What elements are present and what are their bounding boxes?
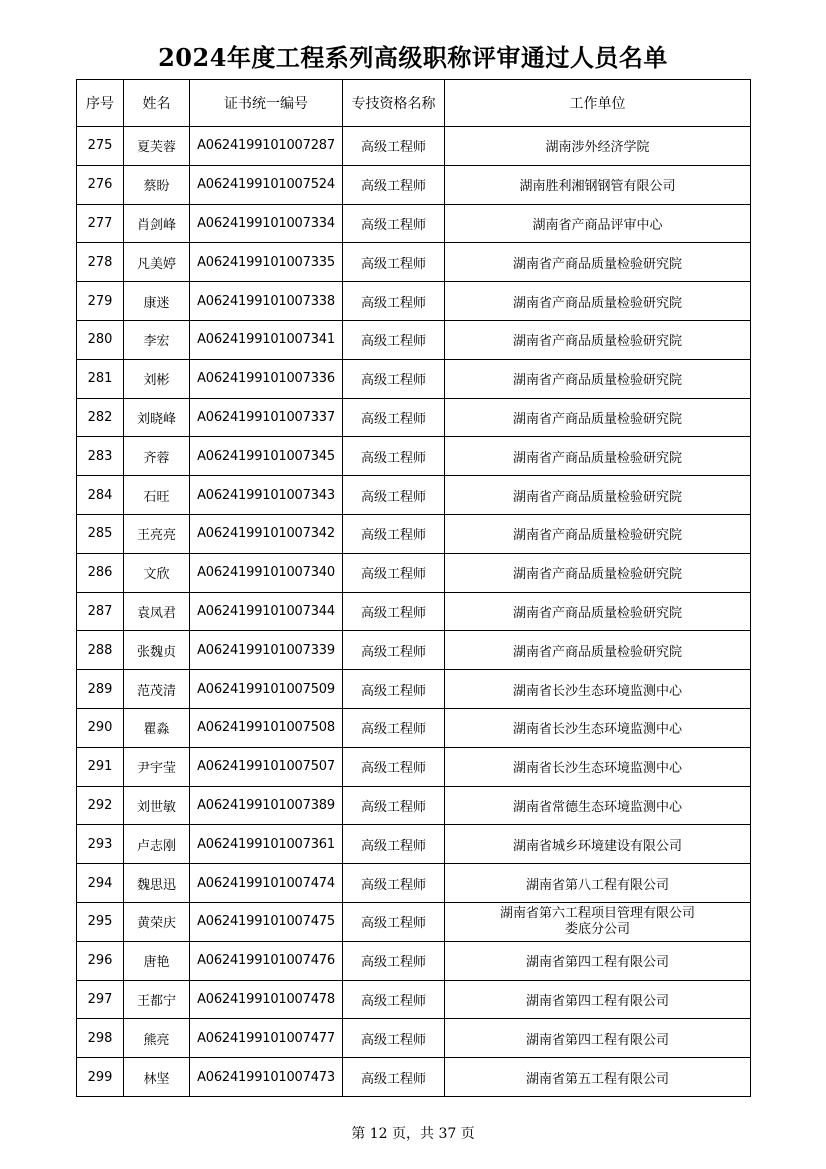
work-unit: 湖南省产商品质量检验研究院 [445, 282, 751, 321]
table-row [77, 437, 751, 476]
row-index: 284 [77, 476, 124, 515]
table-row [77, 902, 751, 941]
person-name: 魏思迅 [124, 864, 190, 903]
work-unit: 湖南省长沙生态环境监测中心 [445, 708, 751, 747]
work-unit: 湖南省第六工程项目管理有限公司 娄底分公司 [445, 902, 751, 941]
table-row [77, 243, 751, 282]
person-name: 康迷 [124, 282, 190, 321]
table-row [77, 553, 751, 592]
qualification: 高级工程师 [343, 864, 445, 903]
person-name: 文欣 [124, 553, 190, 592]
table-row [77, 747, 751, 786]
table-body [77, 127, 751, 1097]
person-name: 齐蓉 [124, 437, 190, 476]
table-row [77, 592, 751, 631]
row-index: 285 [77, 514, 124, 553]
work-unit: 湖南省第八工程有限公司 [445, 864, 751, 903]
qualification: 高级工程师 [343, 825, 445, 864]
qualification: 高级工程师 [343, 631, 445, 670]
certificate-code: A0624199101007337 [190, 398, 343, 437]
table-row [77, 825, 751, 864]
page-title: 2024年度工程系列高级职称评审通过人员名单 [158, 43, 668, 72]
certificate-code: A0624199101007342 [190, 514, 343, 553]
table-row [77, 786, 751, 825]
work-unit: 湖南省产商品质量检验研究院 [445, 631, 751, 670]
certificate-code: A0624199101007474 [190, 864, 343, 903]
certificate-code: A0624199101007476 [190, 941, 343, 980]
qualification: 高级工程师 [343, 1058, 445, 1097]
person-name: 肖剑峰 [124, 204, 190, 243]
table-row [77, 282, 751, 321]
row-index: 283 [77, 437, 124, 476]
person-name: 刘世敏 [124, 786, 190, 825]
certificate-code: A0624199101007478 [190, 980, 343, 1019]
row-index: 287 [77, 592, 124, 631]
qualification: 高级工程师 [343, 592, 445, 631]
certificate-code: A0624199101007339 [190, 631, 343, 670]
person-name: 石旺 [124, 476, 190, 515]
qualification: 高级工程师 [343, 902, 445, 941]
qualification: 高级工程师 [343, 437, 445, 476]
column-header-index: 序号 [77, 80, 124, 127]
certificate-code: A0624199101007509 [190, 670, 343, 709]
person-name: 卢志刚 [124, 825, 190, 864]
table-row [77, 708, 751, 747]
work-unit: 湖南省产商品质量检验研究院 [445, 514, 751, 553]
certificate-code: A0624199101007389 [190, 786, 343, 825]
row-index: 296 [77, 941, 124, 980]
table-row [77, 1019, 751, 1058]
table-row [77, 631, 751, 670]
certificate-code: A0624199101007287 [190, 127, 343, 166]
table-row [77, 165, 751, 204]
row-index: 286 [77, 553, 124, 592]
row-index: 288 [77, 631, 124, 670]
qualification: 高级工程师 [343, 747, 445, 786]
person-name: 凡美婷 [124, 243, 190, 282]
certificate-code: A0624199101007475 [190, 902, 343, 941]
row-index: 282 [77, 398, 124, 437]
work-unit: 湖南省长沙生态环境监测中心 [445, 747, 751, 786]
work-unit: 湖南省产商品质量检验研究院 [445, 437, 751, 476]
certificate-code: A0624199101007524 [190, 165, 343, 204]
certificate-code: A0624199101007477 [190, 1019, 343, 1058]
person-name: 熊亮 [124, 1019, 190, 1058]
qualification: 高级工程师 [343, 553, 445, 592]
work-unit: 湖南省产商品质量检验研究院 [445, 398, 751, 437]
person-name: 瞿淼 [124, 708, 190, 747]
person-name: 蔡盼 [124, 165, 190, 204]
row-index: 281 [77, 359, 124, 398]
certificate-code: A0624199101007508 [190, 708, 343, 747]
row-index: 294 [77, 864, 124, 903]
certificate-code: A0624199101007361 [190, 825, 343, 864]
work-unit: 湖南省城乡环境建设有限公司 [445, 825, 751, 864]
qualification: 高级工程师 [343, 127, 445, 166]
certificate-code: A0624199101007338 [190, 282, 343, 321]
roster-table [76, 79, 751, 1097]
column-header-work-unit: 工作单位 [445, 80, 751, 127]
work-unit: 湖南省第五工程有限公司 [445, 1058, 751, 1097]
qualification: 高级工程师 [343, 1019, 445, 1058]
qualification: 高级工程师 [343, 204, 445, 243]
row-index: 278 [77, 243, 124, 282]
row-index: 290 [77, 708, 124, 747]
page-footer: 第 12 页，共 37 页 [351, 1126, 475, 1142]
table-row [77, 476, 751, 515]
row-index: 297 [77, 980, 124, 1019]
qualification: 高级工程师 [343, 670, 445, 709]
row-index: 289 [77, 670, 124, 709]
qualification: 高级工程师 [343, 980, 445, 1019]
table-row [77, 320, 751, 359]
column-header-certificate-code: 证书统一编号 [190, 80, 343, 127]
table-row [77, 359, 751, 398]
certificate-code: A0624199101007335 [190, 243, 343, 282]
table-row [77, 127, 751, 166]
person-name: 唐艳 [124, 941, 190, 980]
person-name: 刘彬 [124, 359, 190, 398]
certificate-code: A0624199101007343 [190, 476, 343, 515]
qualification: 高级工程师 [343, 320, 445, 359]
work-unit: 湖南省第四工程有限公司 [445, 1019, 751, 1058]
row-index: 279 [77, 282, 124, 321]
person-name: 林坚 [124, 1058, 190, 1097]
qualification: 高级工程师 [343, 786, 445, 825]
person-name: 袁凤君 [124, 592, 190, 631]
qualification: 高级工程师 [343, 282, 445, 321]
qualification: 高级工程师 [343, 165, 445, 204]
qualification: 高级工程师 [343, 476, 445, 515]
table-row [77, 941, 751, 980]
work-unit: 湖南省第四工程有限公司 [445, 941, 751, 980]
certificate-code: A0624199101007507 [190, 747, 343, 786]
qualification: 高级工程师 [343, 359, 445, 398]
table-header-row [77, 80, 751, 127]
work-unit: 湖南省产商品质量检验研究院 [445, 359, 751, 398]
person-name: 张魏贞 [124, 631, 190, 670]
row-index: 298 [77, 1019, 124, 1058]
qualification: 高级工程师 [343, 514, 445, 553]
certificate-code: A0624199101007341 [190, 320, 343, 359]
row-index: 295 [77, 902, 124, 941]
row-index: 275 [77, 127, 124, 166]
qualification: 高级工程师 [343, 243, 445, 282]
certificate-code: A0624199101007336 [190, 359, 343, 398]
table-row [77, 398, 751, 437]
qualification: 高级工程师 [343, 941, 445, 980]
work-unit: 湖南省产商品质量检验研究院 [445, 243, 751, 282]
person-name: 黄荣庆 [124, 902, 190, 941]
person-name: 王亮亮 [124, 514, 190, 553]
work-unit: 湖南省产商品质量检验研究院 [445, 592, 751, 631]
table-row [77, 514, 751, 553]
row-index: 293 [77, 825, 124, 864]
table-row [77, 204, 751, 243]
row-index: 276 [77, 165, 124, 204]
work-unit: 湖南省产商品质量检验研究院 [445, 320, 751, 359]
row-index: 280 [77, 320, 124, 359]
person-name: 尹宇莹 [124, 747, 190, 786]
work-unit: 湖南胜利湘钢钢管有限公司 [445, 165, 751, 204]
qualification: 高级工程师 [343, 398, 445, 437]
row-index: 291 [77, 747, 124, 786]
qualification: 高级工程师 [343, 708, 445, 747]
person-name: 范茂清 [124, 670, 190, 709]
person-name: 王都宁 [124, 980, 190, 1019]
row-index: 277 [77, 204, 124, 243]
table-row [77, 980, 751, 1019]
work-unit: 湖南省第四工程有限公司 [445, 980, 751, 1019]
certificate-code: A0624199101007340 [190, 553, 343, 592]
person-name: 夏芙蓉 [124, 127, 190, 166]
certificate-code: A0624199101007344 [190, 592, 343, 631]
row-index: 299 [77, 1058, 124, 1097]
table-row [77, 864, 751, 903]
certificate-code: A0624199101007334 [190, 204, 343, 243]
work-unit: 湖南省常德生态环境监测中心 [445, 786, 751, 825]
work-unit: 湖南省产商品评审中心 [445, 204, 751, 243]
column-header-qualification: 专技资格名称 [343, 80, 445, 127]
certificate-code: A0624199101007473 [190, 1058, 343, 1097]
work-unit: 湖南省产商品质量检验研究院 [445, 553, 751, 592]
work-unit: 湖南省产商品质量检验研究院 [445, 476, 751, 515]
table-row [77, 670, 751, 709]
person-name: 刘晓峰 [124, 398, 190, 437]
table-row [77, 1058, 751, 1097]
work-unit: 湖南省长沙生态环境监测中心 [445, 670, 751, 709]
column-header-name: 姓名 [124, 80, 190, 127]
row-index: 292 [77, 786, 124, 825]
work-unit: 湖南涉外经济学院 [445, 127, 751, 166]
person-name: 李宏 [124, 320, 190, 359]
certificate-code: A0624199101007345 [190, 437, 343, 476]
